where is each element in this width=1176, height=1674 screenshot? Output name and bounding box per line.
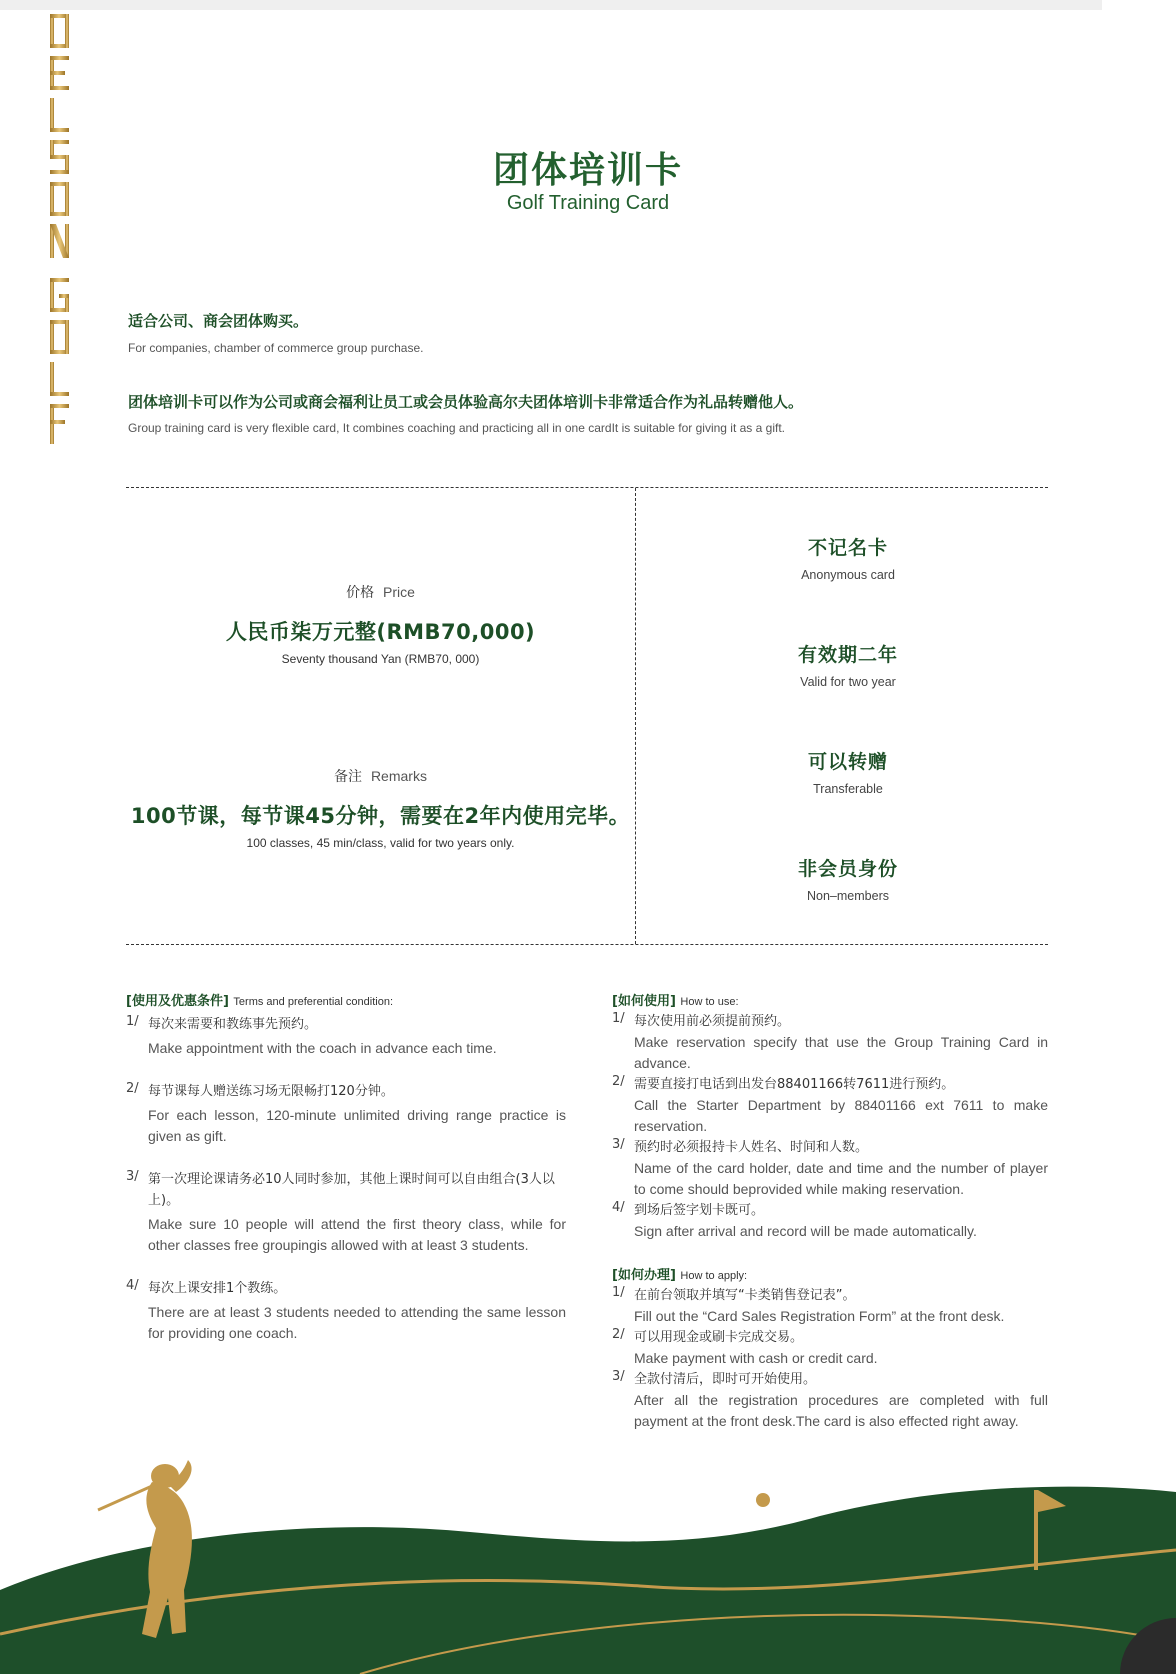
intro-line-en: Group training card is very flexible card, It combines coaching and practicing all in one cardIt is suitable for giving it as a gift. <box>128 421 785 435</box>
terms-section <box>126 990 566 1344</box>
terms-heading: [使用及优惠条件] Terms and preferential condition: <box>126 994 394 1009</box>
list-item: 3/ 全款付清后，即时可开始使用。 After all the registration procedures are completed with full payment at the front desk.The card is also effected right away. <box>612 1369 1048 1429</box>
list-item: 3/ 第一次理论课请务必10人同时参加，其他上课时间可以自由组合(3人以上)。 Make sure 10 people will attend the first theory class, while for other classes free groupingis allowed with at least 3 students. <box>126 1169 566 1253</box>
howto-apply-heading: [如何办理] How to apply: <box>612 1268 748 1283</box>
remarks-block <box>126 766 635 850</box>
remarks-label: 备注 Remarks <box>334 768 427 785</box>
remarks-value-en: 100 classes, 45 min/class, valid for two years only. <box>246 836 515 850</box>
list-item: 4/ 到场后签字划卡既可。 Sign after arrival and record will be made automatically. <box>612 1200 977 1239</box>
feature-item: 有效期二年 Valid for two year <box>797 644 898 689</box>
divider-top <box>126 487 1048 488</box>
list-item: 2/ 每节课每人赠送练习场无限畅打120分钟。 For each lesson, 120-minute unlimited driving range practice is given as gift. <box>126 1081 566 1144</box>
page-title: 团体培训卡 <box>492 150 683 191</box>
howto-use-heading: [如何使用] How to use: <box>612 994 739 1009</box>
intro-line-cn: 适合公司、商会团体购买。 <box>128 312 309 330</box>
list-item: 2/ 可以用现金或刷卡完成交易。 Make payment with cash or credit card. <box>612 1327 878 1366</box>
list-item: 1/ 在前台领取并填写“卡类销售登记表”。 Fill out the “Card Sales Registration Form” at the front desk. <box>612 1285 1005 1324</box>
feature-item: 不记名卡 Anonymous card <box>801 537 895 582</box>
feature-item: 可以转赠 Transferable <box>807 751 888 796</box>
golf-ball-icon <box>756 1493 770 1507</box>
course-illustration <box>0 1420 1176 1674</box>
list-item: 4/ 每次上课安排1个教练。 There are at least 3 students needed to attending the same lesson for providing one coach. <box>126 1278 566 1341</box>
divider-vertical <box>635 488 636 944</box>
price-block <box>126 582 635 666</box>
page-subtitle: Golf Training Card <box>506 192 670 214</box>
list-item: 1/ 每次来需要和教练事先预约。 Make appointment with the coach in advance each time. <box>126 1014 497 1056</box>
list-item: 3/ 预约时必须报持卡人姓名、时间和人数。 Name of the card holder, date and time and the number of player to come should beprovided while making reservation. <box>612 1137 1048 1197</box>
price-value-en: Seventy thousand Yan (RMB70, 000) <box>281 652 480 666</box>
intro-line-en: For companies, chamber of commerce group purchase. <box>128 341 424 355</box>
list-item: 1/ 每次使用前必须提前预约。 Make reservation specify that use the Group Training Card in advance. <box>612 1011 1048 1071</box>
top-bar <box>0 0 1176 10</box>
intro-line-cn: 团体培训卡可以作为公司或商会福利让员工或会员体验高尔夫团体培训卡非常适合作为礼品转赠他人。 <box>128 393 804 411</box>
remarks-value: 100节课，每节课45分钟，需要在2年内使用完毕。 <box>130 804 631 828</box>
divider-bottom <box>126 944 1048 945</box>
price-label: 价格 Price <box>346 584 415 601</box>
list-item: 2/ 需要直接打电话到出发台88401166转7611进行预约。 Call the Starter Department by 88401166 ext 7611 to make reservation. <box>612 1074 1048 1134</box>
feature-item: 非会员身份 Non–members <box>797 858 898 903</box>
howto-section <box>612 990 1048 1432</box>
price-value: 人民币柒万元整(RMB70,000) <box>225 620 536 644</box>
brand-logo <box>48 10 72 450</box>
